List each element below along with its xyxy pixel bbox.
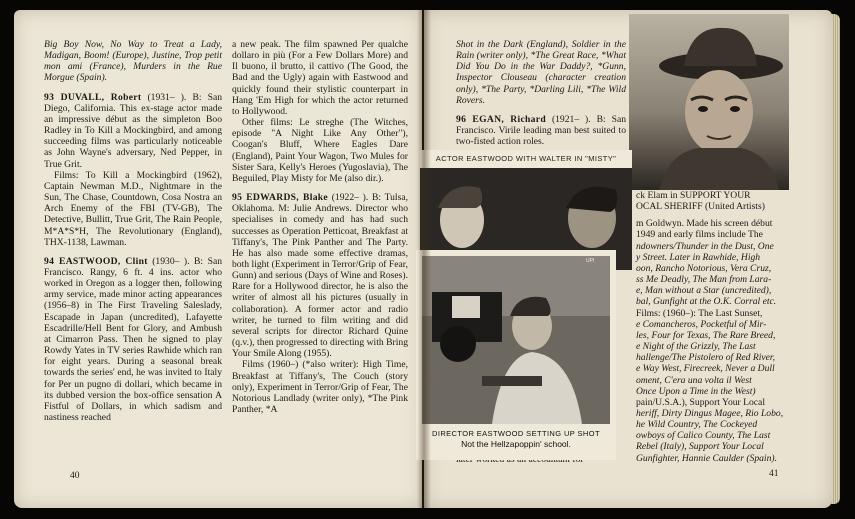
upi-tag: UPI — [586, 258, 595, 264]
col4-line-10: bal, Gunfight at the O.K. Corral etc. — [636, 296, 777, 308]
col4-line-7: oon, Rancho Notorious, Vera Cruz, — [636, 262, 772, 274]
director-caption-line-1: DIRECTOR EASTWOOD SETTING UP SHOT — [432, 429, 600, 438]
egan-text: B: San Francisco. Virile leading man best suited to two-fisted action roles. — [456, 113, 627, 148]
egan-years: (1921– ). — [551, 113, 591, 125]
clipping-director-eastwood — [416, 250, 616, 460]
col4-line-0: ck Elam in SUPPORT YOUR — [636, 190, 751, 201]
page-number-right: 41 — [769, 469, 779, 479]
edwards-entry — [232, 192, 408, 359]
col4-line-19: pain/U.S.A.), Support Your Local — [636, 396, 765, 408]
duvall-heading: 93 DUVALL, Robert — [44, 91, 142, 103]
duvall-films: Films: To Kill a Mockingbird (1962), Captain Newman M.D., Nightmare in the Sun, The Chase, Countdown, Cosa Nostra an Arch Enemy of the FBI (TV-GB), The Detective, Bullitt, True Grit, The Rain People, M*A*S*H, The Revolutionary (England), THX-1138, Lawman. — [44, 169, 222, 248]
eastwood-years: (1930– ). — [152, 255, 190, 267]
edwards-heading: 95 EDWARDS, Blake — [232, 192, 328, 204]
col4-line-4: 1949 and early films include The — [636, 229, 763, 241]
col2-other-films: Other films: Le streghe (The Witches, episode "A Night Like Any Other"), Coogan's Bluff, Where Eagles Dare (England), Paint Your Wagon, Two Mules for Sister Sara, Kelly's Heroes (Yugoslavia), The Beguiled, Play Misty for Me (also dir.). — [232, 117, 408, 184]
col4-line-12: e Comancheros, Pocketful of Mir- — [636, 318, 767, 330]
egan-entry — [456, 114, 626, 147]
col4-line-6: y Street. Later in Rawhide, High — [636, 251, 761, 263]
page-number-left: 40 — [70, 471, 80, 481]
col4-line-21: he Wild Country, The Cockeyed — [636, 419, 758, 431]
col4-line-14: e Night of the Grizzly, The Last — [636, 341, 756, 353]
left-page — [14, 10, 422, 508]
book-spine — [417, 10, 431, 508]
eastwood-entry — [44, 256, 222, 423]
col4-line-18: Once Upon a Time in the West) — [636, 385, 756, 397]
col4-line-13: les, Four for Texas, The Rare Breed, — [636, 329, 776, 341]
col4-line-20: heriff, Dirty Dingus Magee, Rio Lobo, — [636, 407, 784, 419]
col4-line-1: OCAL SHERIFF (United Artists) — [636, 201, 765, 213]
col2-text: a new peak. The film spawned Per qualche dollaro in più (For a Few Dollars More) and Il buono, il brutto, il cattivo (The Good, the Bad and the Ugly) again with Eastwood and quickly found their stylistic counterpart in Hang 'Em High for which the actor returned to Hollywood. — [232, 39, 408, 117]
col4-line-9: e, Man without a Star (uncredited), — [636, 285, 772, 297]
cowboy-portrait-illustration — [629, 14, 789, 190]
egan-heading: 96 EGAN, Richard — [456, 113, 546, 125]
col4-line-24: Gunfighter, Hannie Caulder (Spain). — [636, 452, 777, 464]
director-camera-illustration — [422, 256, 610, 424]
open-book — [14, 10, 844, 510]
col4-line-22: owboys of Calico County, The Last — [636, 430, 771, 442]
duvall-years: (1931– ). — [147, 91, 187, 103]
col4-line-16: e Way West, Firecreek, Never a Dull — [636, 363, 775, 375]
director-caption — [422, 428, 610, 450]
cowboy-portrait-photo — [629, 14, 789, 190]
edwards-years: (1922– ). — [331, 192, 369, 204]
edwards-text: B: Tulsa, Oklahoma. M: Julie Andrews. Director who specialises in comedy and has had such successes as Operation Petticoat, Breakfast at Tiffany's, The Pink Panther and The Party. He has also made some effective dramas, both light (Experiment in Terror/Grip of Fear, Gunn) and serious (Days of Wine and Roses). Rare for a Hollywood director, he is also the writer of almost all his pictures (usually in collaboration). A former actor and radio writer, he turned to film writing and did several scripts for director Richard Quine (q.v.), then progressed to directing with Bring Your Smile Along (1955). — [232, 192, 408, 360]
right-column-1 — [456, 39, 626, 147]
col1-top-text: Big Boy Now, No Way to Treat a Lady, Madigan, Boom! (Europe), Justine, Trop petit mon ami (France), Murders in the Rue Morgue (Spain). — [44, 39, 222, 84]
edwards-films: Films (1960–) (*also writer): High Time, Breakfast at Tiffany's, The Couch (story only), Experiment in Terror/Grip of Fear, The Notorious Landlady (writer only), *The Pink Panther, *A — [232, 359, 408, 415]
eastwood-heading: 94 EASTWOOD, Clint — [44, 255, 148, 267]
left-column-1 — [44, 39, 222, 423]
duvall-entry — [44, 92, 222, 170]
col4-line-8: ss Me Deadly, The Man from Lara- — [636, 274, 772, 286]
director-caption-line-2: Not the Hellzapoppin' school. — [461, 439, 571, 449]
col4-line-5: ndowners/Thunder in the Dust, One — [636, 240, 774, 252]
col3-top-text: Shot in the Dark (England), Soldier in the Rain (writer only), *The Great Race, *What Did You Do in the War Daddy?, *Gunn, Inspector Clouseau (character creation only), *The Party, *Darling Lili, *The Wild Rovers. — [456, 39, 626, 106]
col4-line-3: m Goldwyn. Made his screen début — [636, 218, 773, 230]
col4-line-11: Films: (1960–): The Last Sunset, — [636, 307, 763, 319]
col4-line-15: hallenge/The Pistolero of Red River, — [636, 352, 775, 364]
right-column-2 — [636, 190, 796, 464]
col4-line-23: Rebel (Italy), Support Your Local — [636, 441, 764, 453]
eastwood-text: B: San Francisco. Rangy, 6 ft. 4 ins. actor who worked in Oregon as a logger then, following army service, made minor acting appearances (1956–8) in The First Traveling Saleslady, Escapade in Japan (uncredited), Lafayette Escadrille/Hell Bent for Glory, and Ambush at Cimarron Pass. Then he signed to play Rowdy Yates in TV series Rawhide which ran for eight years. During a seasonal break towards the series' end, he was invited to Italy for Per un pugno di dollari, which became in its dubbed version the box-office sensation A Fistful of Dollars, in which sadism and nastiness reached — [44, 255, 222, 423]
duvall-text: B: San Diego, California. This ex-stage actor made an impressive début as the simpleton Boo Radley in To Kill a Mockingbird, and among succeeding films was particularly noticeable as John Wayne's adversary, Ned Pepper, in True Grit. — [44, 91, 222, 170]
walter-caption: ACTOR EASTWOOD WITH WALTER IN "MISTY" — [420, 150, 632, 168]
col4-line-17: oment, C'era una volta il West — [636, 374, 752, 386]
left-column-2 — [232, 39, 408, 415]
